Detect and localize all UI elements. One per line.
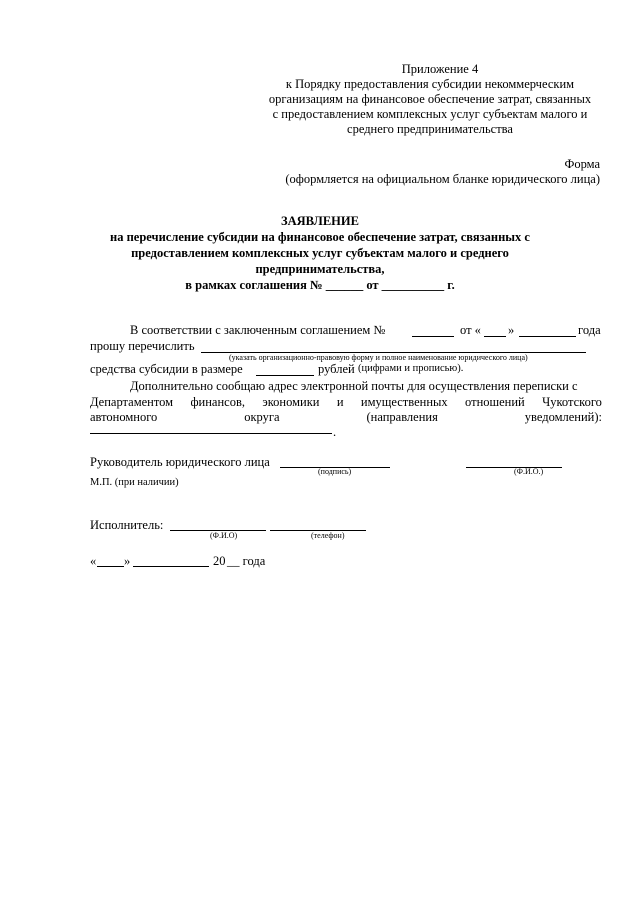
title-line-3: предпринимательства, [255,262,385,276]
amount-hint: (цифрами и прописью). [358,363,464,374]
word: округа [244,410,280,424]
executor-phone-field[interactable] [270,519,366,531]
agreement-text: В соответствии с заключенным соглашением № [130,323,386,337]
appendix-line-4: среднего предпринимательства [347,122,513,136]
form-label-block [285,157,600,187]
appendix-line-2: организациям на финансовое обеспечение затрат, связанных [268,92,592,106]
head-name-hint: (Ф.И.О.) [514,467,544,476]
word: автономного [90,410,158,424]
organization-hint: (указать организационно-правовую форму и полное наименование юридического лица) [229,353,528,362]
date-month-field[interactable] [133,555,209,567]
executor-name-hint: (Ф.И.О) [210,531,238,540]
request-text: прошу перечислить [90,339,195,353]
agreement-day-field[interactable] [484,325,506,337]
word: экономики [262,395,320,409]
word: уведомлений): [524,410,602,424]
appendix-line-1: к Порядку предоставления субсидии некоммерческим [285,77,575,91]
word: (направления [366,410,438,424]
from-label: от « [460,323,481,337]
year-prefix: 20 [213,554,226,568]
body-line-1 [130,323,385,338]
document-title [100,213,540,293]
email-field[interactable] [90,422,332,434]
email-end-dot: . [333,425,337,439]
organization-name-field[interactable] [201,341,586,353]
word: финансов, [190,395,245,409]
title-line-2: предоставлением комплексных услуг субъектам малого и среднего [131,246,509,260]
word: Департаментом [90,395,174,409]
agreement-month-field[interactable] [519,325,576,337]
stamp-note: М.П. (при наличии) [90,477,179,488]
additional-info-text: Дополнительно сообщаю адрес электронной почты для осуществления переписки с [130,379,578,393]
year-suffix: __ года [227,554,266,568]
subsidy-amount-field[interactable] [256,364,314,376]
appendix-number: Приложение 4 [401,62,479,76]
word: Чукотского [542,395,602,409]
date-close-quote: » [124,554,131,568]
form-note: (оформляется на официальном бланке юридического лица) [285,172,600,186]
date-day-field[interactable] [97,555,124,567]
subsidy-amount-text: средства субсидии в размере [90,362,243,376]
signature-hint: (подпись) [318,467,352,476]
form-label: Форма [564,157,600,171]
head-label: Руководитель юридического лица [90,455,270,469]
word: отношений [465,395,525,409]
year-word: года [578,323,601,337]
rubles-word: рублей [318,362,355,376]
agreement-number-field[interactable] [412,325,454,337]
executor-label: Исполнитель: [90,518,164,532]
word: имущественных [360,395,448,409]
date-open-quote: « [90,554,97,568]
appendix-header [250,62,610,137]
executor-name-field[interactable] [170,519,266,531]
executor-phone-hint: (телефон) [311,531,345,540]
title-line-4: в рамках соглашения № ______ от __________ г. [185,278,455,292]
quote-close: » [508,323,515,337]
appendix-line-3: с предоставлением комплексных услуг субъектам малого и [272,107,588,121]
title-line-1: на перечисление субсидии на финансовое обеспечение затрат, связанных с [110,230,530,244]
word: и [336,395,344,409]
department-line [90,395,602,410]
title-heading: ЗАЯВЛЕНИЕ [281,214,359,228]
